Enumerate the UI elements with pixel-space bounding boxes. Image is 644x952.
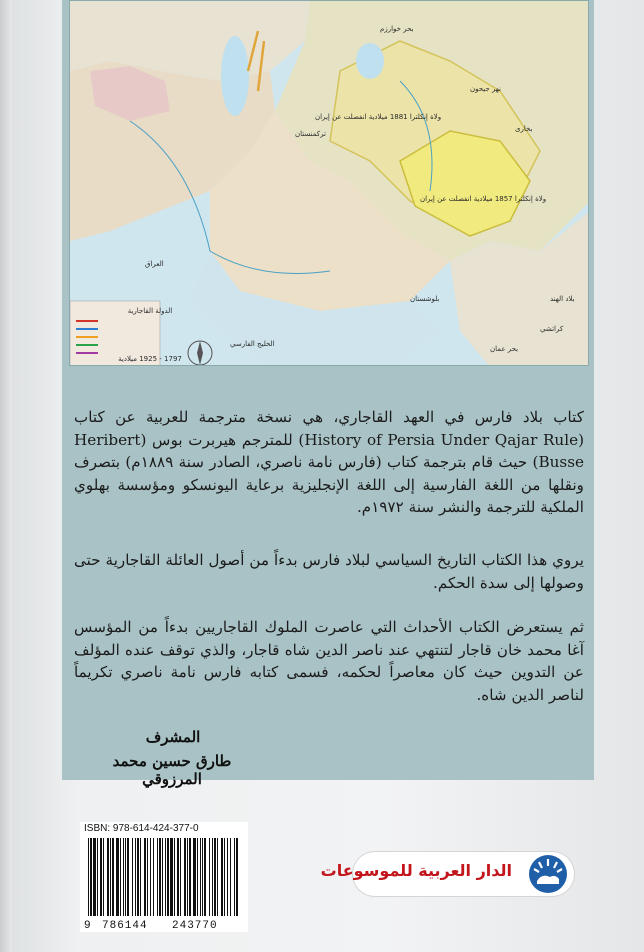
map-label-turkmenistan: تركمنستان — [295, 130, 326, 138]
barcode-bar — [125, 838, 126, 916]
barcode-bar — [107, 838, 109, 916]
barcode-bar — [135, 838, 136, 916]
publisher-logo — [320, 852, 574, 896]
barcode-bar — [200, 838, 201, 916]
isbn-barcode — [80, 822, 248, 932]
barcode-bar — [214, 838, 216, 916]
barcode-bar — [144, 838, 146, 916]
barcode-bar — [197, 838, 198, 916]
map-annex-1: ولاة إنكلترا 1881 ميلادية انفصلت عن إيران — [315, 113, 442, 121]
barcode-bar — [167, 838, 169, 916]
map-label-iraq: العراق — [145, 260, 164, 268]
barcode-right-digits: 243770 — [172, 920, 218, 932]
barcode-bar — [193, 838, 196, 916]
barcode-bar — [116, 838, 119, 916]
barcode-bar — [110, 838, 111, 916]
description-paragraph-2: يروي هذا الكتاب التاريخ السياسي لبلاد فارس بدءاً من أصول العائلة القاجارية حتى وصولها إلى سدة الحكم. — [74, 551, 584, 592]
qajar-map — [69, 0, 589, 366]
barcode-bar — [159, 838, 161, 916]
barcode-bar — [170, 838, 173, 916]
barcode-bar — [180, 838, 181, 916]
barcode-bar — [147, 838, 148, 916]
barcode-bar — [165, 838, 166, 916]
barcode-bar — [202, 838, 203, 916]
map-label-oman-sea: بحر عمان — [490, 345, 519, 353]
barcode-bar — [227, 838, 228, 916]
barcode-bar — [212, 838, 213, 916]
description-paragraph-3: ثم يستعرض الكتاب الأحداث التي عاصرت الملوك القاجاريين بدءاً من المؤسس آغا محمد خان قاجار لتنتهي عند ناصر الدين شاه قاجار، والذي توقف عنده المؤلف عن التدوين حيث كان معاصراً لحكمه، فسمى كتابه فارس نامة ناصري تكريماً لناصر الدين شاه. — [74, 618, 584, 704]
barcode-bar — [103, 838, 104, 916]
barcode-bar — [162, 838, 163, 916]
map-label-persian-gulf: الخليج الفارسي — [230, 340, 275, 348]
barcode-bar — [90, 838, 92, 916]
map-label-india: بلاد الهند — [550, 295, 575, 303]
map-annex-2: ولاة إنكلترا 1857 ميلادية انفصلت عن إيران — [420, 195, 547, 203]
supervisor-name: طارق حسين محمد المرزوقي — [112, 752, 232, 788]
barcode-bar — [97, 838, 98, 916]
barcode-bar — [230, 838, 231, 916]
publisher-emblem-icon — [528, 854, 568, 894]
map-legend-title: الدولة القاجارية — [127, 307, 173, 315]
barcode-bar — [120, 838, 121, 916]
barcode-bars — [86, 838, 242, 920]
map-label-karachi: كراتشي — [540, 325, 564, 333]
barcode-bar — [127, 838, 129, 916]
barcode-bar — [184, 838, 186, 916]
barcode-bar — [88, 838, 89, 916]
publisher-name: الدار العربية للموسوعات — [320, 861, 512, 880]
barcode-bar — [224, 838, 225, 916]
barcode-bar — [137, 838, 139, 916]
barcode-bar — [209, 838, 210, 916]
barcode-bar — [132, 838, 133, 916]
map-label-jihun: نهر جيحون — [470, 85, 501, 93]
barcode-bar — [189, 838, 191, 916]
barcode-bar — [157, 838, 158, 916]
barcode-bar — [93, 838, 96, 916]
barcode-bar — [217, 838, 218, 916]
barcode-left-digits: 786144 — [102, 920, 148, 932]
spine-shadow — [0, 0, 12, 952]
description-paragraph-1: كتاب بلاد فارس في العهد القاجاري، هي نسخة مترجمة للعربية عن كتاب (History of Persia Under Qajar Rule) للمترجم هيربرت بوس (Heribert Busse) حيث قام بترجمة كتاب (فارس نامة ناصري، الصادر سنة ١٨٨٩م) بتصرف ونقلها من اللغة الفارسية إلى اللغة الإنجليزية برعاية اليونسكو ومؤسسة بهلوي الملكية للترجمة والنشر سنة ١٩٧٢م. — [74, 408, 584, 516]
barcode-bar — [204, 838, 206, 916]
barcode-bar — [123, 838, 124, 916]
map-legend-dates: 1797 - 1925 ميلادية — [118, 355, 182, 363]
map-label-khwarazm: بحر خوارزم — [380, 25, 414, 33]
barcode-bar — [177, 838, 179, 916]
isbn-label: ISBN: 978-614-424-377-0 — [84, 823, 199, 834]
supervisor-label: المشرف — [145, 728, 201, 746]
barcode-bar — [174, 838, 175, 916]
barcode-bar — [153, 838, 154, 916]
map-label-baluchistan: بلوشستان — [410, 295, 440, 303]
barcode-bar — [112, 838, 114, 916]
barcode-bar — [236, 838, 238, 916]
barcode-bar — [221, 838, 223, 916]
barcode-first-digit: 9 — [84, 920, 92, 932]
barcode-bar — [140, 838, 141, 916]
barcode-bar — [234, 838, 235, 916]
barcode-bar — [187, 838, 188, 916]
barcode-bar — [100, 838, 102, 916]
map-label-bukhara: بخارى — [515, 125, 533, 133]
barcode-bar — [150, 838, 151, 916]
